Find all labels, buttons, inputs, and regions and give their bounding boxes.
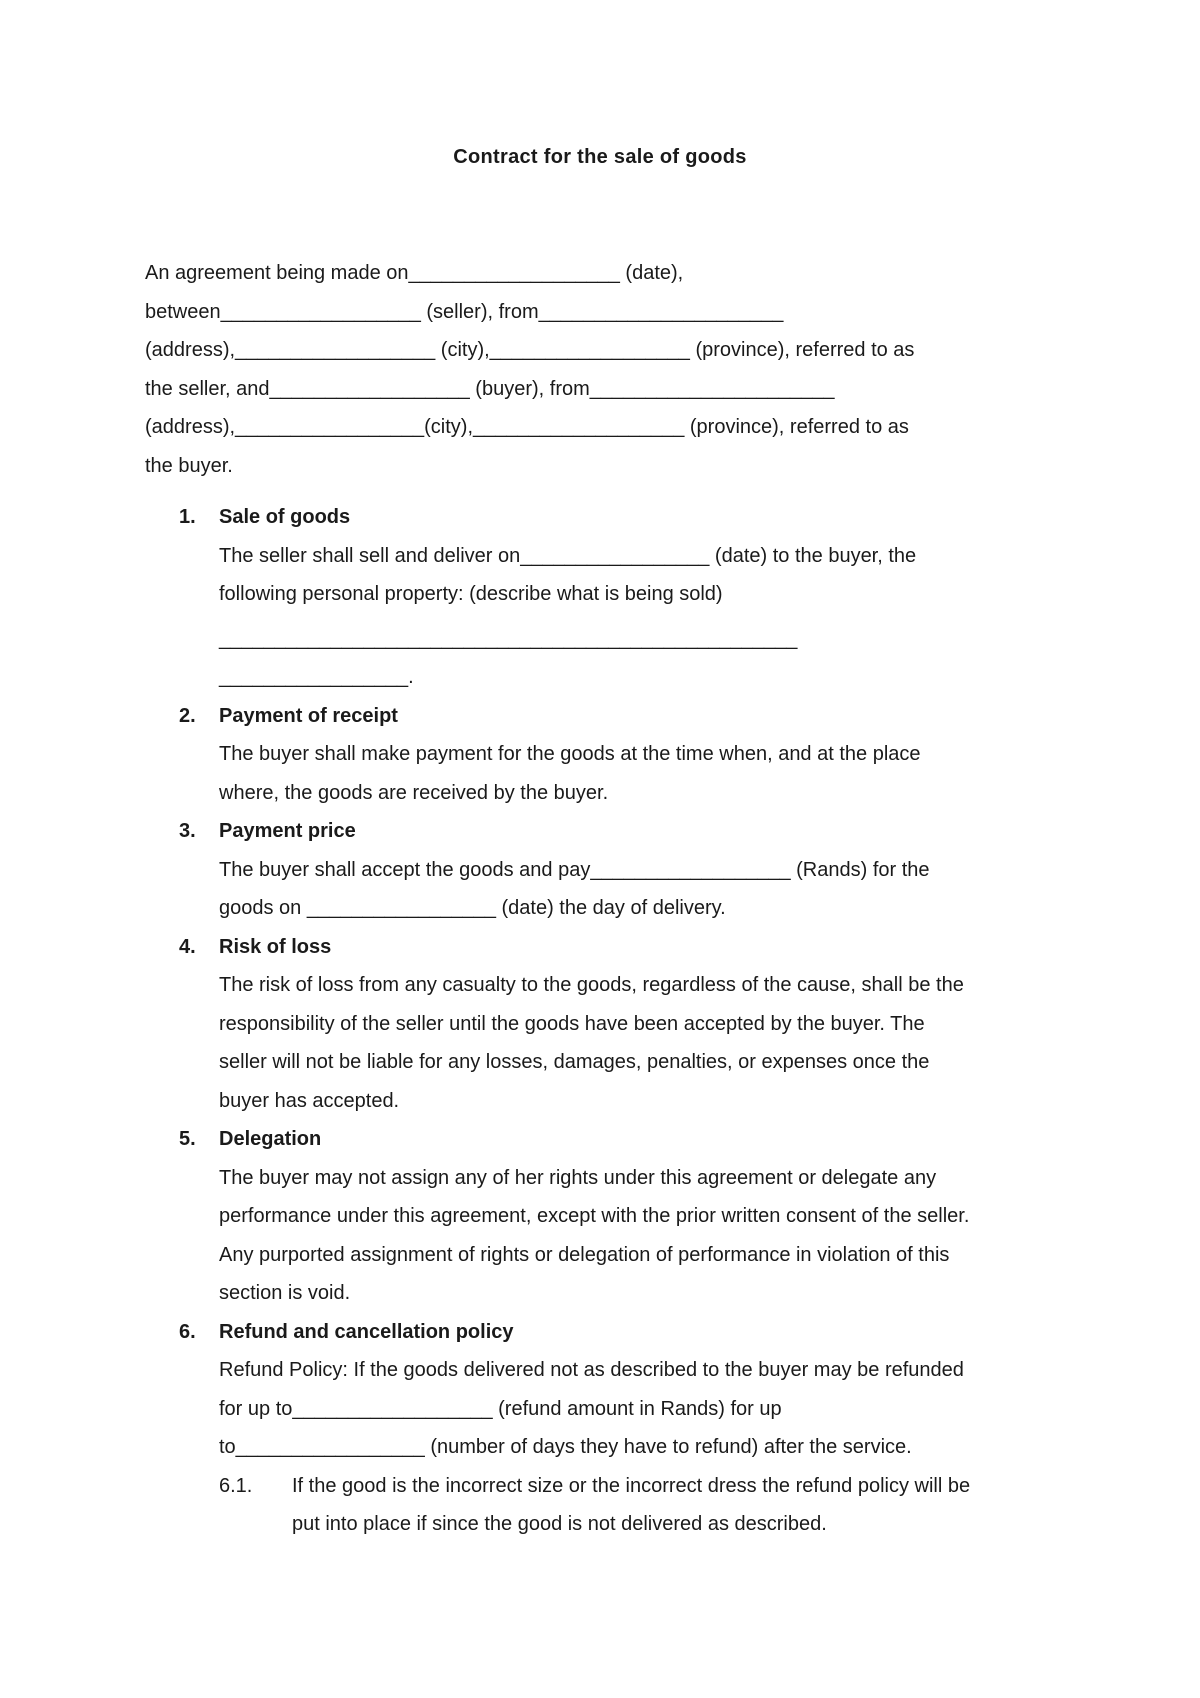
section-line: The buyer may not assign any of her rights under this agreement or delegate any (219, 1166, 937, 1189)
section-line: seller will not be liable for any losses, damages, penalties, or expenses once the (219, 1051, 930, 1073)
section-line: where, the goods are received by the buyer. (219, 781, 609, 804)
section-title: Risk of loss (219, 935, 332, 958)
section-delegation (145, 1120, 1065, 1313)
section-title: Payment of receipt (219, 704, 398, 727)
subsection-line: put into place if since the good is not delivered as described. (292, 1513, 827, 1535)
section-line: The buyer shall make payment for the goods at the time when, and at the place (219, 743, 921, 765)
intro-line: (address),_________________(city),___________________ (province), referred to as (145, 416, 909, 438)
page-title: Contract for the sale of goods (453, 146, 747, 168)
section-title: Payment price (219, 820, 356, 842)
intro-line: between__________________ (seller), from______________________ (145, 300, 784, 323)
subsection-6-1 (219, 1467, 1065, 1544)
section-title: Delegation (219, 1128, 322, 1150)
intro-line: the seller, and__________________ (buyer), from______________________ (145, 377, 835, 400)
section-line: following personal property: (describe what is being sold) (219, 583, 723, 605)
section-line: Any purported assignment of rights or delegation of performance in violation of this (219, 1243, 950, 1266)
section-number: 6. (179, 1320, 196, 1343)
section-number: 5. (179, 1128, 196, 1150)
subsection-number: 6.1. (219, 1474, 253, 1497)
section-payment-of-receipt (145, 697, 1065, 813)
intro-line: (address),__________________ (city),__________________ (province), referred to as (145, 339, 915, 361)
section-refund-policy (145, 1313, 1065, 1544)
section-line: buyer has accepted. (219, 1089, 400, 1112)
section-line: responsibility of the seller until the goods have been accepted by the buyer. The (219, 1012, 925, 1035)
section-line: Refund Policy: If the goods delivered not as described to the buyer may be refunded (219, 1359, 964, 1381)
section-line: The buyer shall accept the goods and pay__________________ (Rands) for the (219, 858, 930, 881)
intro-line: An agreement being made on___________________ (date), (145, 262, 684, 284)
blank-line: _________________. (219, 666, 414, 688)
section-line: performance under this agreement, except with the prior written consent of the seller. (219, 1205, 970, 1227)
numbered-sections (145, 498, 1065, 1544)
section-risk-of-loss (145, 928, 1065, 1121)
section-line: The seller shall sell and deliver on_________________ (date) to the buyer, the (219, 544, 917, 567)
section-number: 2. (179, 704, 196, 727)
section-sale-of-goods (145, 498, 1065, 697)
intro-line: the buyer. (145, 454, 233, 477)
section-number: 3. (179, 820, 196, 842)
section-line: goods on _________________ (date) the day of delivery. (219, 897, 726, 919)
section-payment-price (145, 812, 1065, 928)
section-line: to_________________ (number of days they have to refund) after the service. (219, 1436, 912, 1458)
section-number: 4. (179, 935, 196, 958)
section-line: section is void. (219, 1282, 351, 1304)
section-number: 1. (179, 506, 196, 528)
section-title: Sale of goods (219, 506, 351, 528)
blank-line: ____________________________________________________ (219, 627, 798, 650)
section-title: Refund and cancellation policy (219, 1320, 514, 1343)
intro-paragraph (145, 254, 1065, 485)
section-line: The risk of loss from any casualty to the goods, regardless of the cause, shall be the (219, 974, 964, 996)
subsection-line: If the good is the incorrect size or the incorrect dress the refund policy will be (292, 1474, 971, 1497)
section-line: for up to__________________ (refund amount in Rands) for up (219, 1397, 782, 1420)
